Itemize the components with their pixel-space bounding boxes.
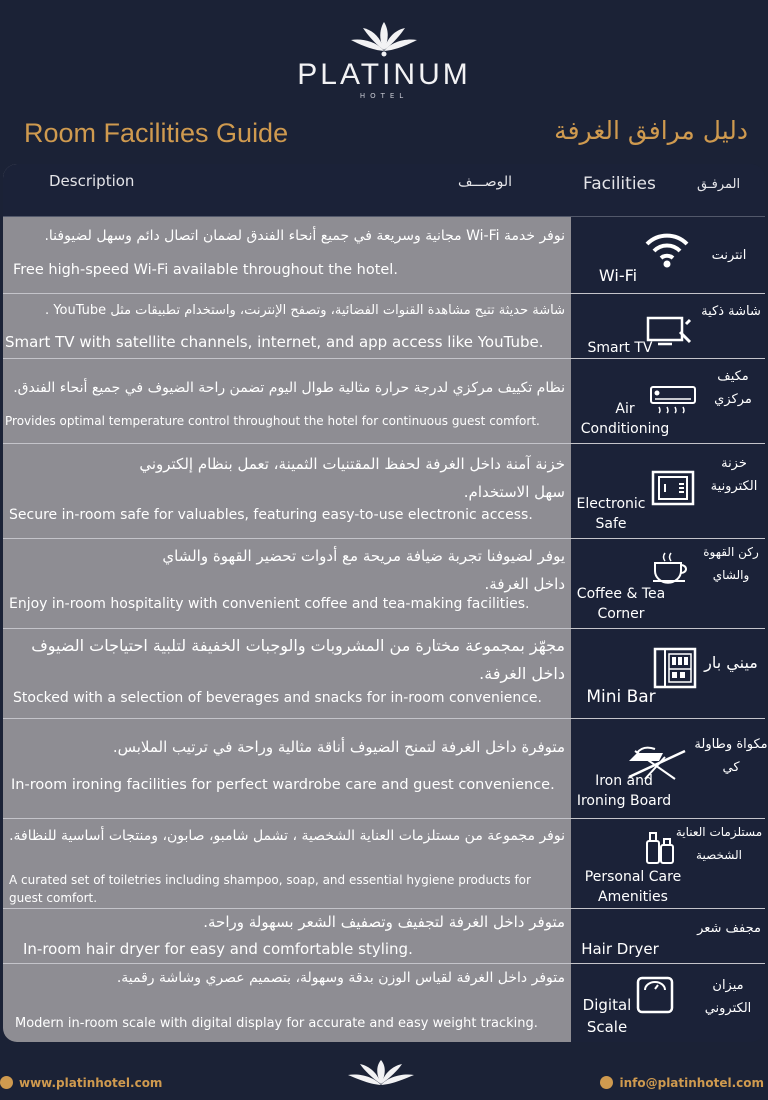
row-description-ar: نوفر خدمة Wi-Fi مجانية وسريعة في جميع أنحاء الفندق لضمان اتصال دائم وسهل لضيوفنا. — [44, 228, 565, 244]
lotus-logo-icon — [346, 1058, 416, 1090]
row-description-ar: متوفر داخل الغرفة لتجفيف وتصفيف الشعر بسهولة وراحة. — [203, 913, 565, 931]
toiletries-icon — [643, 829, 677, 869]
row-description-en: Smart TV with satellite channels, internet, and app access like YouTube. — [5, 333, 544, 351]
row-facility-ar: خزنة الكترونية — [710, 456, 758, 494]
row-facility-en: Iron and Ironing Board — [576, 773, 672, 809]
row-description-en: In-room ironing facilities for perfect wardrobe care and guest convenience. — [11, 777, 555, 793]
row-description-ar: مجهّز بمجموعة مختارة من المشروبات والوجبات الخفيفة لتلبية احتياجات الضيوف داخل الغرفة. — [31, 636, 565, 683]
brand-subtitle: HOTEL — [359, 92, 409, 100]
facilities-table — [3, 164, 768, 1042]
row-description-en: Modern in-room scale with digital display for accurate and easy weight tracking. — [15, 1016, 538, 1031]
row-facility-en: Digital Scale — [582, 996, 632, 1036]
row-description-ar: نظام تكييف مركزي لدرجة حرارة مثالية طوال اليوم تضمن راحة الضيوف في جميع أنحاء الفندق. — [13, 380, 565, 396]
row-facility-en: Air Conditioning — [580, 401, 670, 437]
table-row — [3, 294, 765, 359]
row-facility-ar: انترنت — [711, 248, 747, 263]
header-facilities-en: Facilities — [583, 174, 656, 194]
row-facility-en: Wi-Fi — [598, 266, 638, 285]
row-description-ar: متوفر داخل الغرفة لقياس الوزن بدقة وسهولة، بتصميم عصري وشاشة رقمية. — [116, 970, 565, 986]
header-description-ar: الوصـــف — [458, 174, 513, 190]
row-facility-en: Electronic Safe — [576, 496, 646, 532]
row-description-ar: خزنة آمنة داخل الغرفة لحفظ المقتنيات الثمينة، تعمل بنظام إلكتروني سهل الاستخدام. — [139, 455, 565, 501]
row-facility-ar: مكيف مركزي — [714, 369, 752, 407]
mail-icon — [600, 1076, 613, 1089]
row-facility-ar: شاشة ذكية — [701, 304, 761, 319]
row-facility-en: Mini Bar — [586, 687, 656, 707]
row-description-en: A curated set of toiletries including shampoo, soap, and essential hygiene products for guest comfort. — [9, 873, 531, 905]
row-description-en: Free high-speed Wi-Fi available throughout the hotel. — [13, 262, 398, 278]
footer-website[interactable] — [0, 1076, 162, 1090]
row-description-en: Provides optimal temperature control throughout the hotel for continuous guest comfort. — [5, 414, 540, 428]
table-row — [3, 819, 765, 909]
table-row — [3, 629, 765, 719]
row-description-en: Enjoy in-room hospitality with convenient coffee and tea-making facilities. — [9, 596, 530, 612]
website-link[interactable]: www.platinhotel.com — [19, 1076, 163, 1090]
table-row — [3, 359, 765, 444]
footer-email[interactable] — [600, 1076, 764, 1090]
table-row — [3, 216, 765, 294]
row-facility-en: Personal Care Amenities — [584, 869, 682, 905]
scale-icon — [636, 976, 674, 1018]
row-description-ar: متوفرة داخل الغرفة لتمنح الضيوف أناقة مثالية وراحة في ترتيب الملابس. — [112, 738, 565, 756]
row-facility-en: Coffee & Tea Corner — [576, 586, 666, 622]
row-facility-ar: مستلزمات العناية الشخصية — [675, 825, 763, 862]
safe-icon — [651, 470, 695, 510]
row-description-ar: نوفر مجموعة من مستلزمات العناية الشخصية ، تشمل شامبو، صابون، ومنتجات أساسية للنظافة. — [9, 828, 565, 844]
table-row — [3, 444, 765, 539]
row-facility-ar: مجفف شعر — [697, 921, 761, 936]
email-link[interactable]: info@platinhotel.com — [619, 1076, 764, 1090]
page-title-en: Room Facilities Guide — [24, 118, 289, 148]
table-row — [3, 539, 765, 629]
header-description-en: Description — [49, 172, 135, 190]
row-facility-en: Hair Dryer — [581, 940, 659, 958]
row-facility-ar: مكواة وطاولة كي — [694, 737, 768, 775]
lotus-logo-icon — [349, 20, 419, 58]
row-facility-ar: ميزان الكتروني — [704, 978, 752, 1016]
row-description-ar: شاشة حديثة تتيح مشاهدة القنوات الفضائية، وتصفح الإنترنت، واستخدام تطبيقات مثل YouTube . — [45, 303, 565, 318]
hotel-logo — [0, 20, 768, 100]
header-facilities-ar: المرفـق — [697, 177, 741, 192]
row-description-ar: يوفر لضيوفنا تجربة ضيافة مريحة مع أدوات تحضير القهوة والشاي داخل الغرفة. — [162, 547, 565, 593]
row-description-en: Secure in-room safe for valuables, featuring easy-to-use electronic access. — [9, 507, 533, 523]
row-description-en: In-room hair dryer for easy and comfortable styling. — [23, 940, 413, 958]
table-row — [3, 964, 765, 1042]
table-header — [3, 164, 765, 217]
table-row — [3, 719, 768, 819]
table-row — [3, 909, 765, 964]
page-title-ar: دليل مرافق الغرفة — [554, 116, 748, 145]
row-description-en: Stocked with a selection of beverages and snacks for in-room convenience. — [13, 690, 542, 706]
row-facility-ar: ركن القهوة والشاي — [703, 545, 759, 582]
brand-name: PLATINUM — [297, 58, 471, 91]
row-facility-en: Smart TV — [587, 340, 653, 356]
row-facility-ar: ميني بار — [704, 653, 758, 672]
globe-icon — [0, 1076, 13, 1089]
footer — [0, 1070, 768, 1098]
